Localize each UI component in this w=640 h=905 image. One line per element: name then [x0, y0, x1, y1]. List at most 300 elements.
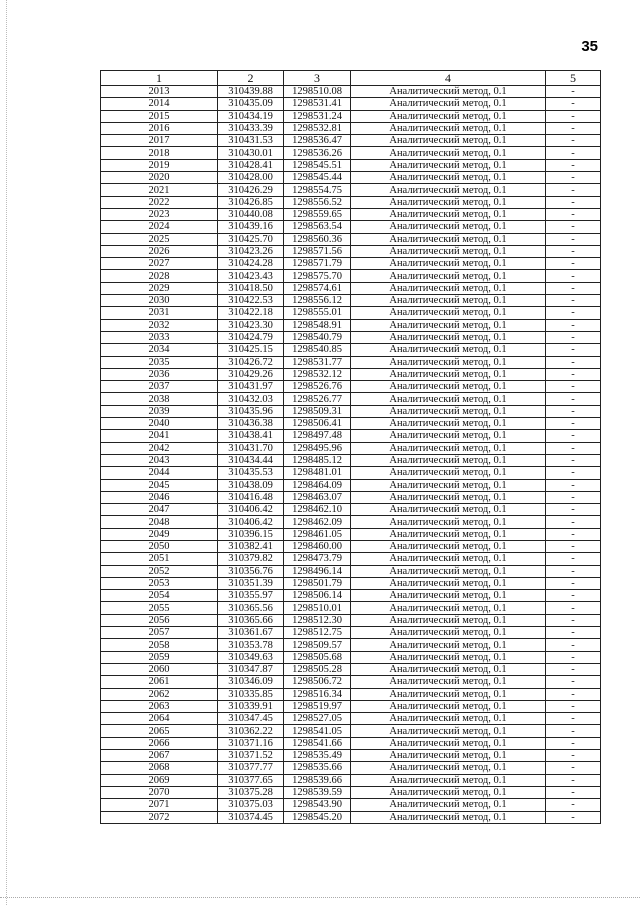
x-coordinate-cell: 310439.16	[218, 221, 284, 233]
x-coordinate-cell: 310375.03	[218, 799, 284, 811]
y-coordinate-cell: 1298496.14	[284, 565, 351, 577]
table-row	[101, 184, 601, 196]
point-number-cell: 2070	[101, 786, 218, 798]
column-5-cell: -	[546, 418, 601, 430]
point-number-cell: 2031	[101, 307, 218, 319]
x-coordinate-cell: 310434.19	[218, 110, 284, 122]
column-5-cell: -	[546, 110, 601, 122]
table-row	[101, 467, 601, 479]
column-5-cell: -	[546, 135, 601, 147]
column-5-cell: -	[546, 258, 601, 270]
method-cell: Аналитический метод, 0.1	[351, 504, 546, 516]
table-row	[101, 750, 601, 762]
table-row	[101, 713, 601, 725]
x-coordinate-cell: 310374.45	[218, 811, 284, 823]
column-5-cell: -	[546, 430, 601, 442]
table-row	[101, 454, 601, 466]
method-cell: Аналитический метод, 0.1	[351, 651, 546, 663]
y-coordinate-cell: 1298539.66	[284, 774, 351, 786]
y-coordinate-cell: 1298532.81	[284, 122, 351, 134]
method-cell: Аналитический метод, 0.1	[351, 516, 546, 528]
point-number-cell: 2044	[101, 467, 218, 479]
column-5-cell: -	[546, 393, 601, 405]
method-cell: Аналитический метод, 0.1	[351, 454, 546, 466]
x-coordinate-cell: 310382.41	[218, 540, 284, 552]
column-header-2: 2	[218, 71, 284, 86]
x-coordinate-cell: 310362.22	[218, 725, 284, 737]
column-5-cell: -	[546, 750, 601, 762]
table-row	[101, 651, 601, 663]
method-cell: Аналитический метод, 0.1	[351, 295, 546, 307]
point-number-cell: 2015	[101, 110, 218, 122]
y-coordinate-cell: 1298545.20	[284, 811, 351, 823]
x-coordinate-cell: 310426.29	[218, 184, 284, 196]
table-row	[101, 418, 601, 430]
column-5-cell: -	[546, 282, 601, 294]
y-coordinate-cell: 1298536.26	[284, 147, 351, 159]
table-row	[101, 479, 601, 491]
table-row	[101, 639, 601, 651]
y-coordinate-cell: 1298510.01	[284, 602, 351, 614]
point-number-cell: 2017	[101, 135, 218, 147]
method-cell: Аналитический метод, 0.1	[351, 811, 546, 823]
y-coordinate-cell: 1298545.51	[284, 159, 351, 171]
column-5-cell: -	[546, 651, 601, 663]
y-coordinate-cell: 1298497.48	[284, 430, 351, 442]
method-cell: Аналитический метод, 0.1	[351, 418, 546, 430]
x-coordinate-cell: 310377.65	[218, 774, 284, 786]
x-coordinate-cell: 310439.88	[218, 86, 284, 98]
page-left-edge	[6, 0, 8, 905]
y-coordinate-cell: 1298574.61	[284, 282, 351, 294]
y-coordinate-cell: 1298531.41	[284, 98, 351, 110]
table-row	[101, 725, 601, 737]
y-coordinate-cell: 1298535.66	[284, 762, 351, 774]
x-coordinate-cell: 310432.03	[218, 393, 284, 405]
point-number-cell: 2022	[101, 196, 218, 208]
method-cell: Аналитический метод, 0.1	[351, 172, 546, 184]
y-coordinate-cell: 1298510.08	[284, 86, 351, 98]
column-5-cell: -	[546, 713, 601, 725]
point-number-cell: 2025	[101, 233, 218, 245]
y-coordinate-cell: 1298501.79	[284, 577, 351, 589]
y-coordinate-cell: 1298509.57	[284, 639, 351, 651]
table-row	[101, 331, 601, 343]
x-coordinate-cell: 310351.39	[218, 577, 284, 589]
point-number-cell: 2050	[101, 540, 218, 552]
table-row	[101, 553, 601, 565]
y-coordinate-cell: 1298571.56	[284, 245, 351, 257]
column-5-cell: -	[546, 208, 601, 220]
table-row	[101, 344, 601, 356]
column-5-cell: -	[546, 602, 601, 614]
point-number-cell: 2071	[101, 799, 218, 811]
column-header-3: 3	[284, 71, 351, 86]
method-cell: Аналитический метод, 0.1	[351, 614, 546, 626]
column-header-5: 5	[546, 71, 601, 86]
x-coordinate-cell: 310428.00	[218, 172, 284, 184]
table-row	[101, 196, 601, 208]
y-coordinate-cell: 1298543.90	[284, 799, 351, 811]
x-coordinate-cell: 310426.85	[218, 196, 284, 208]
table-row	[101, 663, 601, 675]
table-row	[101, 86, 601, 98]
table-row	[101, 98, 601, 110]
x-coordinate-cell: 310425.70	[218, 233, 284, 245]
column-5-cell: -	[546, 467, 601, 479]
x-coordinate-cell: 310377.77	[218, 762, 284, 774]
column-5-cell: -	[546, 331, 601, 343]
method-cell: Аналитический метод, 0.1	[351, 331, 546, 343]
point-number-cell: 2030	[101, 295, 218, 307]
x-coordinate-cell: 310422.53	[218, 295, 284, 307]
point-number-cell: 2047	[101, 504, 218, 516]
column-5-cell: -	[546, 86, 601, 98]
y-coordinate-cell: 1298473.79	[284, 553, 351, 565]
column-5-cell: -	[546, 147, 601, 159]
method-cell: Аналитический метод, 0.1	[351, 159, 546, 171]
x-coordinate-cell: 310335.85	[218, 688, 284, 700]
x-coordinate-cell: 310346.09	[218, 676, 284, 688]
method-cell: Аналитический метод, 0.1	[351, 208, 546, 220]
y-coordinate-cell: 1298505.68	[284, 651, 351, 663]
x-coordinate-cell: 310356.76	[218, 565, 284, 577]
column-5-cell: -	[546, 688, 601, 700]
y-coordinate-cell: 1298509.31	[284, 405, 351, 417]
x-coordinate-cell: 310424.79	[218, 331, 284, 343]
point-number-cell: 2061	[101, 676, 218, 688]
y-coordinate-cell: 1298461.05	[284, 528, 351, 540]
x-coordinate-cell: 310426.72	[218, 356, 284, 368]
x-coordinate-cell: 310418.50	[218, 282, 284, 294]
table-row	[101, 614, 601, 626]
method-cell: Аналитический метод, 0.1	[351, 196, 546, 208]
table-row	[101, 676, 601, 688]
table-row	[101, 110, 601, 122]
column-5-cell: -	[546, 565, 601, 577]
y-coordinate-cell: 1298531.77	[284, 356, 351, 368]
x-coordinate-cell: 310371.16	[218, 737, 284, 749]
point-number-cell: 2049	[101, 528, 218, 540]
y-coordinate-cell: 1298460.00	[284, 540, 351, 552]
point-number-cell: 2051	[101, 553, 218, 565]
table-row	[101, 147, 601, 159]
table-row	[101, 799, 601, 811]
y-coordinate-cell: 1298563.54	[284, 221, 351, 233]
point-number-cell: 2037	[101, 381, 218, 393]
x-coordinate-cell: 310435.96	[218, 405, 284, 417]
column-header-1: 1	[101, 71, 218, 86]
y-coordinate-cell: 1298506.72	[284, 676, 351, 688]
x-coordinate-cell: 310375.28	[218, 786, 284, 798]
point-number-cell: 2021	[101, 184, 218, 196]
column-5-cell: -	[546, 454, 601, 466]
y-coordinate-cell: 1298540.85	[284, 344, 351, 356]
y-coordinate-cell: 1298556.12	[284, 295, 351, 307]
x-coordinate-cell: 310435.09	[218, 98, 284, 110]
method-cell: Аналитический метод, 0.1	[351, 442, 546, 454]
method-cell: Аналитический метод, 0.1	[351, 565, 546, 577]
y-coordinate-cell: 1298527.05	[284, 713, 351, 725]
column-5-cell: -	[546, 122, 601, 134]
x-coordinate-cell: 310438.41	[218, 430, 284, 442]
x-coordinate-cell: 310423.43	[218, 270, 284, 282]
method-cell: Аналитический метод, 0.1	[351, 774, 546, 786]
column-5-cell: -	[546, 504, 601, 516]
table-row	[101, 577, 601, 589]
y-coordinate-cell: 1298462.09	[284, 516, 351, 528]
table-row	[101, 565, 601, 577]
point-number-cell: 2055	[101, 602, 218, 614]
y-coordinate-cell: 1298464.09	[284, 479, 351, 491]
column-5-cell: -	[546, 270, 601, 282]
point-number-cell: 2033	[101, 331, 218, 343]
table-row	[101, 172, 601, 184]
x-coordinate-cell: 310431.53	[218, 135, 284, 147]
y-coordinate-cell: 1298506.41	[284, 418, 351, 430]
method-cell: Аналитический метод, 0.1	[351, 282, 546, 294]
x-coordinate-cell: 310347.45	[218, 713, 284, 725]
point-number-cell: 2053	[101, 577, 218, 589]
method-cell: Аналитический метод, 0.1	[351, 700, 546, 712]
column-5-cell: -	[546, 368, 601, 380]
y-coordinate-cell: 1298556.52	[284, 196, 351, 208]
column-5-cell: -	[546, 172, 601, 184]
y-coordinate-cell: 1298505.28	[284, 663, 351, 675]
method-cell: Аналитический метод, 0.1	[351, 147, 546, 159]
column-5-cell: -	[546, 245, 601, 257]
method-cell: Аналитический метод, 0.1	[351, 577, 546, 589]
table-row	[101, 295, 601, 307]
y-coordinate-cell: 1298526.76	[284, 381, 351, 393]
x-coordinate-cell: 310339.91	[218, 700, 284, 712]
column-5-cell: -	[546, 639, 601, 651]
table-row	[101, 491, 601, 503]
column-5-cell: -	[546, 319, 601, 331]
column-5-cell: -	[546, 737, 601, 749]
point-number-cell: 2072	[101, 811, 218, 823]
x-coordinate-cell: 310429.26	[218, 368, 284, 380]
method-cell: Аналитический метод, 0.1	[351, 368, 546, 380]
method-cell: Аналитический метод, 0.1	[351, 307, 546, 319]
method-cell: Аналитический метод, 0.1	[351, 467, 546, 479]
table-row	[101, 688, 601, 700]
table-row	[101, 590, 601, 602]
column-5-cell: -	[546, 479, 601, 491]
point-number-cell: 2067	[101, 750, 218, 762]
method-cell: Аналитический метод, 0.1	[351, 540, 546, 552]
point-number-cell: 2020	[101, 172, 218, 184]
point-number-cell: 2014	[101, 98, 218, 110]
point-number-cell: 2032	[101, 319, 218, 331]
point-number-cell: 2062	[101, 688, 218, 700]
column-5-cell: -	[546, 590, 601, 602]
x-coordinate-cell: 310422.18	[218, 307, 284, 319]
method-cell: Аналитический метод, 0.1	[351, 713, 546, 725]
method-cell: Аналитический метод, 0.1	[351, 393, 546, 405]
method-cell: Аналитический метод, 0.1	[351, 356, 546, 368]
point-number-cell: 2064	[101, 713, 218, 725]
table-row	[101, 627, 601, 639]
x-coordinate-cell: 310355.97	[218, 590, 284, 602]
table-row	[101, 430, 601, 442]
y-coordinate-cell: 1298575.70	[284, 270, 351, 282]
method-cell: Аналитический метод, 0.1	[351, 590, 546, 602]
column-5-cell: -	[546, 405, 601, 417]
point-number-cell: 2046	[101, 491, 218, 503]
point-number-cell: 2029	[101, 282, 218, 294]
column-5-cell: -	[546, 233, 601, 245]
method-cell: Аналитический метод, 0.1	[351, 737, 546, 749]
point-number-cell: 2052	[101, 565, 218, 577]
coordinates-table	[100, 70, 601, 824]
column-5-cell: -	[546, 295, 601, 307]
point-number-cell: 2024	[101, 221, 218, 233]
y-coordinate-cell: 1298541.66	[284, 737, 351, 749]
x-coordinate-cell: 310431.70	[218, 442, 284, 454]
x-coordinate-cell: 310440.08	[218, 208, 284, 220]
table-row	[101, 774, 601, 786]
method-cell: Аналитический метод, 0.1	[351, 381, 546, 393]
column-5-cell: -	[546, 307, 601, 319]
table-body	[101, 86, 601, 824]
table-row	[101, 700, 601, 712]
table-row	[101, 368, 601, 380]
x-coordinate-cell: 310431.97	[218, 381, 284, 393]
column-5-cell: -	[546, 221, 601, 233]
column-5-cell: -	[546, 98, 601, 110]
x-coordinate-cell: 310428.41	[218, 159, 284, 171]
y-coordinate-cell: 1298516.34	[284, 688, 351, 700]
y-coordinate-cell: 1298535.49	[284, 750, 351, 762]
table-row	[101, 393, 601, 405]
method-cell: Аналитический метод, 0.1	[351, 98, 546, 110]
y-coordinate-cell: 1298545.44	[284, 172, 351, 184]
point-number-cell: 2056	[101, 614, 218, 626]
x-coordinate-cell: 310436.38	[218, 418, 284, 430]
x-coordinate-cell: 310396.15	[218, 528, 284, 540]
table-row	[101, 602, 601, 614]
point-number-cell: 2039	[101, 405, 218, 417]
method-cell: Аналитический метод, 0.1	[351, 258, 546, 270]
table-row	[101, 528, 601, 540]
x-coordinate-cell: 310424.28	[218, 258, 284, 270]
column-5-cell: -	[546, 663, 601, 675]
table-row	[101, 245, 601, 257]
column-header-4: 4	[351, 71, 546, 86]
method-cell: Аналитический метод, 0.1	[351, 319, 546, 331]
method-cell: Аналитический метод, 0.1	[351, 602, 546, 614]
point-number-cell: 2034	[101, 344, 218, 356]
x-coordinate-cell: 310438.09	[218, 479, 284, 491]
y-coordinate-cell: 1298536.47	[284, 135, 351, 147]
x-coordinate-cell: 310353.78	[218, 639, 284, 651]
column-5-cell: -	[546, 356, 601, 368]
method-cell: Аналитический метод, 0.1	[351, 639, 546, 651]
y-coordinate-cell: 1298512.75	[284, 627, 351, 639]
method-cell: Аналитический метод, 0.1	[351, 663, 546, 675]
method-cell: Аналитический метод, 0.1	[351, 725, 546, 737]
point-number-cell: 2038	[101, 393, 218, 405]
method-cell: Аналитический метод, 0.1	[351, 762, 546, 774]
point-number-cell: 2023	[101, 208, 218, 220]
table-row	[101, 442, 601, 454]
x-coordinate-cell: 310425.15	[218, 344, 284, 356]
y-coordinate-cell: 1298531.24	[284, 110, 351, 122]
y-coordinate-cell: 1298512.30	[284, 614, 351, 626]
page-bottom-edge	[0, 897, 640, 899]
column-5-cell: -	[546, 700, 601, 712]
y-coordinate-cell: 1298555.01	[284, 307, 351, 319]
column-5-cell: -	[546, 196, 601, 208]
table-row	[101, 270, 601, 282]
method-cell: Аналитический метод, 0.1	[351, 233, 546, 245]
table-row	[101, 762, 601, 774]
method-cell: Аналитический метод, 0.1	[351, 270, 546, 282]
method-cell: Аналитический метод, 0.1	[351, 430, 546, 442]
page-number: 35	[581, 38, 598, 55]
method-cell: Аналитический метод, 0.1	[351, 528, 546, 540]
table-row	[101, 811, 601, 823]
point-number-cell: 2028	[101, 270, 218, 282]
y-coordinate-cell: 1298571.79	[284, 258, 351, 270]
column-5-cell: -	[546, 344, 601, 356]
table-row	[101, 282, 601, 294]
method-cell: Аналитический метод, 0.1	[351, 491, 546, 503]
y-coordinate-cell: 1298532.12	[284, 368, 351, 380]
table-row	[101, 786, 601, 798]
point-number-cell: 2048	[101, 516, 218, 528]
column-5-cell: -	[546, 762, 601, 774]
point-number-cell: 2013	[101, 86, 218, 98]
column-5-cell: -	[546, 627, 601, 639]
y-coordinate-cell: 1298495.96	[284, 442, 351, 454]
table-row	[101, 504, 601, 516]
table-row	[101, 540, 601, 552]
x-coordinate-cell: 310416.48	[218, 491, 284, 503]
column-5-cell: -	[546, 811, 601, 823]
point-number-cell: 2068	[101, 762, 218, 774]
column-5-cell: -	[546, 799, 601, 811]
x-coordinate-cell: 310433.39	[218, 122, 284, 134]
method-cell: Аналитический метод, 0.1	[351, 110, 546, 122]
x-coordinate-cell: 310406.42	[218, 504, 284, 516]
y-coordinate-cell: 1298463.07	[284, 491, 351, 503]
table-row	[101, 356, 601, 368]
column-5-cell: -	[546, 725, 601, 737]
y-coordinate-cell: 1298481.01	[284, 467, 351, 479]
column-5-cell: -	[546, 381, 601, 393]
y-coordinate-cell: 1298519.97	[284, 700, 351, 712]
y-coordinate-cell: 1298540.79	[284, 331, 351, 343]
point-number-cell: 2063	[101, 700, 218, 712]
y-coordinate-cell: 1298560.36	[284, 233, 351, 245]
method-cell: Аналитический метод, 0.1	[351, 799, 546, 811]
x-coordinate-cell: 310406.42	[218, 516, 284, 528]
x-coordinate-cell: 310434.44	[218, 454, 284, 466]
method-cell: Аналитический метод, 0.1	[351, 245, 546, 257]
point-number-cell: 2058	[101, 639, 218, 651]
x-coordinate-cell: 310361.67	[218, 627, 284, 639]
table-row	[101, 208, 601, 220]
column-5-cell: -	[546, 442, 601, 454]
point-number-cell: 2027	[101, 258, 218, 270]
method-cell: Аналитический метод, 0.1	[351, 786, 546, 798]
column-5-cell: -	[546, 786, 601, 798]
point-number-cell: 2057	[101, 627, 218, 639]
point-number-cell: 2042	[101, 442, 218, 454]
point-number-cell: 2019	[101, 159, 218, 171]
